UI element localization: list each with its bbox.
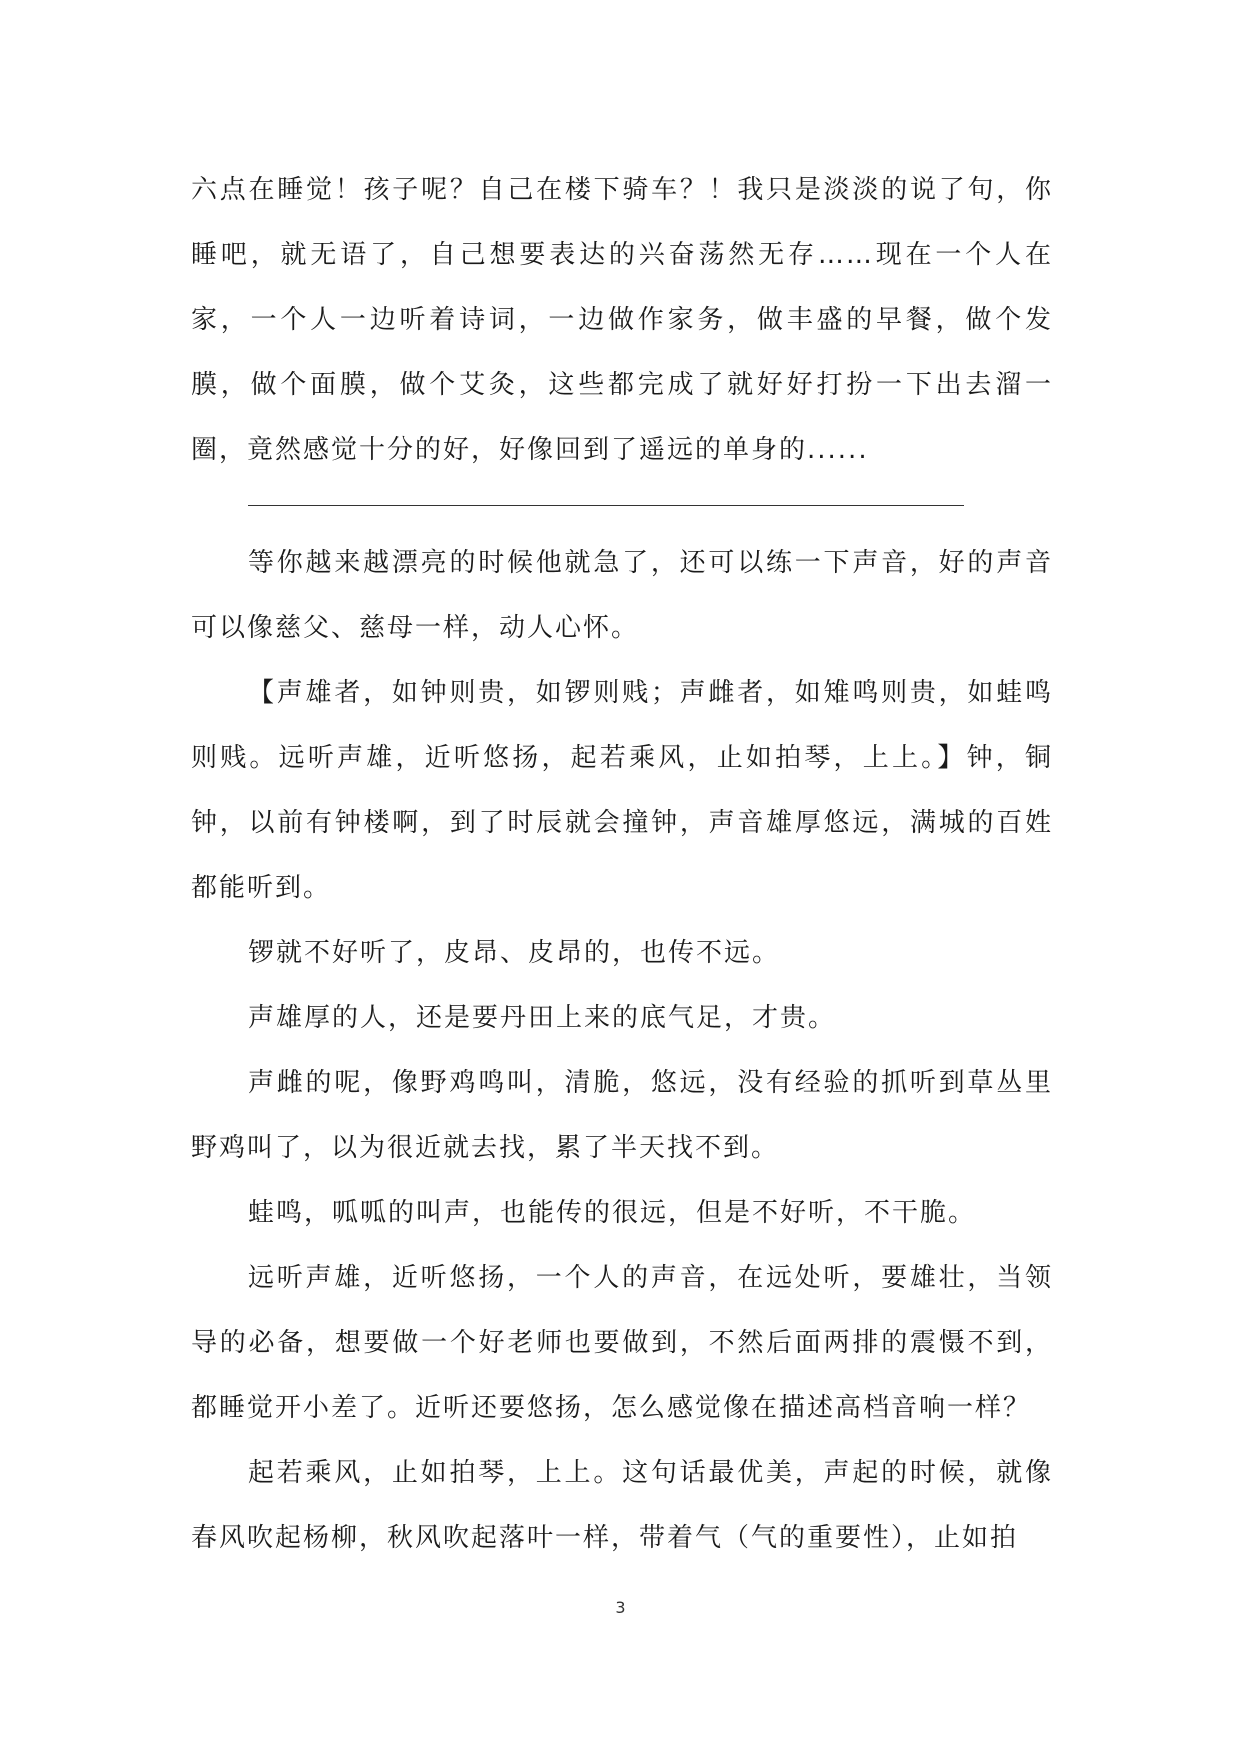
paragraph: 蛙鸣，呱呱的叫声，也能传的很远，但是不好听，不干脆。 xyxy=(248,1198,977,1228)
paragraph-quote: 【声雄者，如钟则贵，如锣则贱；声雌者，如雉鸣则贵，如蛙鸣则贱。远听声雄，近听悠扬，起若乘风，止如拍琴，上上。】钟，铜钟，以前有钟楼啊，到了时辰就会撞钟，声音雄厚悠远，满城的百姓都能听到。 xyxy=(191,678,1053,903)
paragraph: 远听声雄，近听悠扬，一个人的声音，在远处听，要雄壮，当领导的必备，想要做一个好老师也要做到，不然后面两排的震慑不到，都睡觉开小差了。近听还要悠扬，怎么感觉像在描述高档音响一样？ xyxy=(191,1263,1053,1423)
paragraph: 声雌的呢，像野鸡鸣叫，清脆，悠远，没有经验的抓听到草丛里野鸡叫了，以为很近就去找，累了半天找不到。 xyxy=(191,1068,1053,1163)
paragraph-continued: 六点在睡觉！孩子呢？自己在楼下骑车？！我只是淡淡的说了句，你睡吧，就无语了，自己想要表达的兴奋荡然无存……现在一个人在家，一个人一边听着诗词，一边做作家务，做丰盛的早餐，做个发膜，做个面膜，做个艾灸，这些都完成了就好好打扮一下出去溜一圈，竟然感觉十分的好，好像回到了遥远的单身的...... xyxy=(191,175,1053,465)
paragraph: 起若乘风，止如拍琴，上上。这句话最优美，声起的时候，就像春风吹起杨柳，秋风吹起落叶一样，带着气（气的重要性），止如拍 xyxy=(191,1458,1053,1553)
page-number: 3 xyxy=(615,1598,626,1617)
paragraph: 声雄厚的人，还是要丹田上来的底气足，才贵。 xyxy=(248,1003,837,1033)
document-body xyxy=(191,158,1053,1571)
section-divider xyxy=(248,505,964,506)
paragraph: 等你越来越漂亮的时候他就急了，还可以练一下声音，好的声音可以像慈父、慈母一样，动人心怀。 xyxy=(191,548,1053,643)
paragraph: 锣就不好听了，皮昂、皮昂的，也传不远。 xyxy=(248,938,781,968)
